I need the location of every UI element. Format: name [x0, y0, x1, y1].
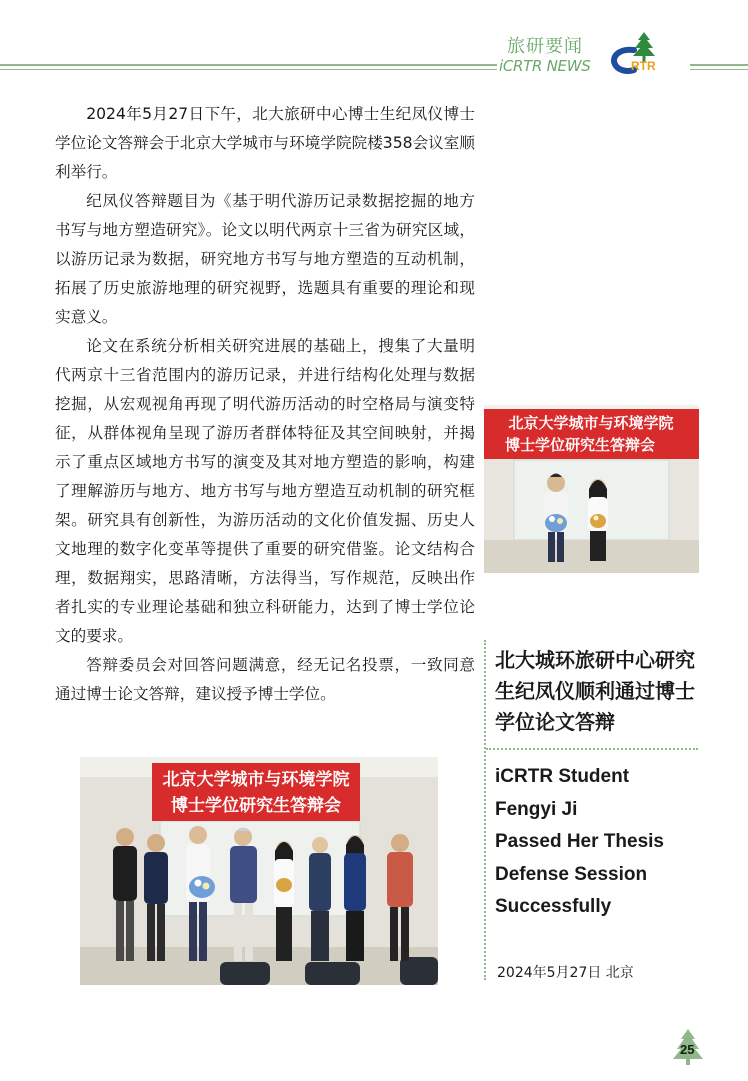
- defense-photo-small: [484, 405, 699, 573]
- article-body: [55, 100, 475, 709]
- sidebar-divider-horizontal: [486, 748, 698, 750]
- icrtr-logo: [604, 30, 674, 76]
- banner-line2-small: 博士学位研究生答辩会: [504, 436, 656, 454]
- header-rule-left-thin: [0, 69, 497, 70]
- header-rule-left: [0, 64, 497, 66]
- defense-photo-group: [80, 757, 438, 985]
- sidebar-title-cn: 北大城环旅研中心研究生纪凤仪顺利通过博士学位论文答辩: [495, 648, 695, 734]
- logo-text: RTR: [631, 59, 656, 73]
- photo-illustration-group: [80, 757, 438, 985]
- sidebar-title-en-line: Successfully: [495, 896, 612, 917]
- sidebar-title-en-line: iCRTR Student: [495, 766, 630, 787]
- sidebar-title-en-line: Defense Session: [495, 863, 648, 885]
- sidebar-divider-vertical: [484, 640, 486, 980]
- sidebar-title-en-line: Fengyi Ji: [495, 798, 578, 820]
- article-paragraph-4: 答辩委员会对回答问题满意，经无记名投票，一致同意通过博士论文答辩，建议授予博士学位。: [55, 656, 475, 703]
- article-paragraph-1: 2024年5月27日下午，北大旅研中心博士生纪凤仪博士学位论文答辩会于北京大学城市与环境学院院楼358会议室顺利举行。: [55, 105, 475, 181]
- article-paragraph-3: 论文在系统分析相关研究进展的基础上，搜集了大量明代两京十三省范围内的游历记录，并进行结构化处理与数据挖掘，从宏观视角再现了明代游历活动的时空格局与演变特征，从群体视角呈现了游历者群体特征及其空间映射，并揭示了重点区域地方书写的演变及其对地方塑造的影响，构建了理解游历与地方、地方书写与地方塑造互动机制的研究框架。研究具有创新性，为游历活动的文化价值发掘、历史人文地理的数字化变革等提供了重要的研究借鉴。论文结构合理，数据翔实，思路清晰，方法得当，写作规范，反映出作者扎实的专业理论基础和独立科研能力，达到了博士学位论文的要求。: [55, 337, 475, 645]
- banner-line1-group: 北京大学城市与环境学院: [162, 770, 350, 790]
- section-title-cn: 旅研要闻: [507, 36, 583, 57]
- header-rule-right: [690, 64, 748, 66]
- sidebar-date: 2024年5月27日 北京: [497, 965, 634, 981]
- section-title-en: iCRTR NEWS: [499, 57, 591, 75]
- sidebar-title-en: [495, 761, 705, 924]
- sidebar-title-en-line: Passed Her Thesis: [495, 831, 664, 852]
- banner-line1-small: 北京大学城市与环境学院: [508, 414, 674, 432]
- article-paragraph-2: 纪凤仪答辩题目为《基于明代游历记录数据挖掘的地方书写与地方塑造研究》。论文以明代两京十三省为研究区域，以游历记录为数据，研究地方书写与地方塑造的互动机制，拓展了历史旅游地理的研究视野，选题具有重要的理论和现实意义。: [55, 192, 475, 326]
- banner-line2-group: 博士学位研究生答辩会: [171, 796, 341, 816]
- page-number: 25: [680, 1042, 695, 1057]
- photo-illustration-small: [484, 405, 699, 573]
- header-rule-right-thin: [690, 69, 748, 70]
